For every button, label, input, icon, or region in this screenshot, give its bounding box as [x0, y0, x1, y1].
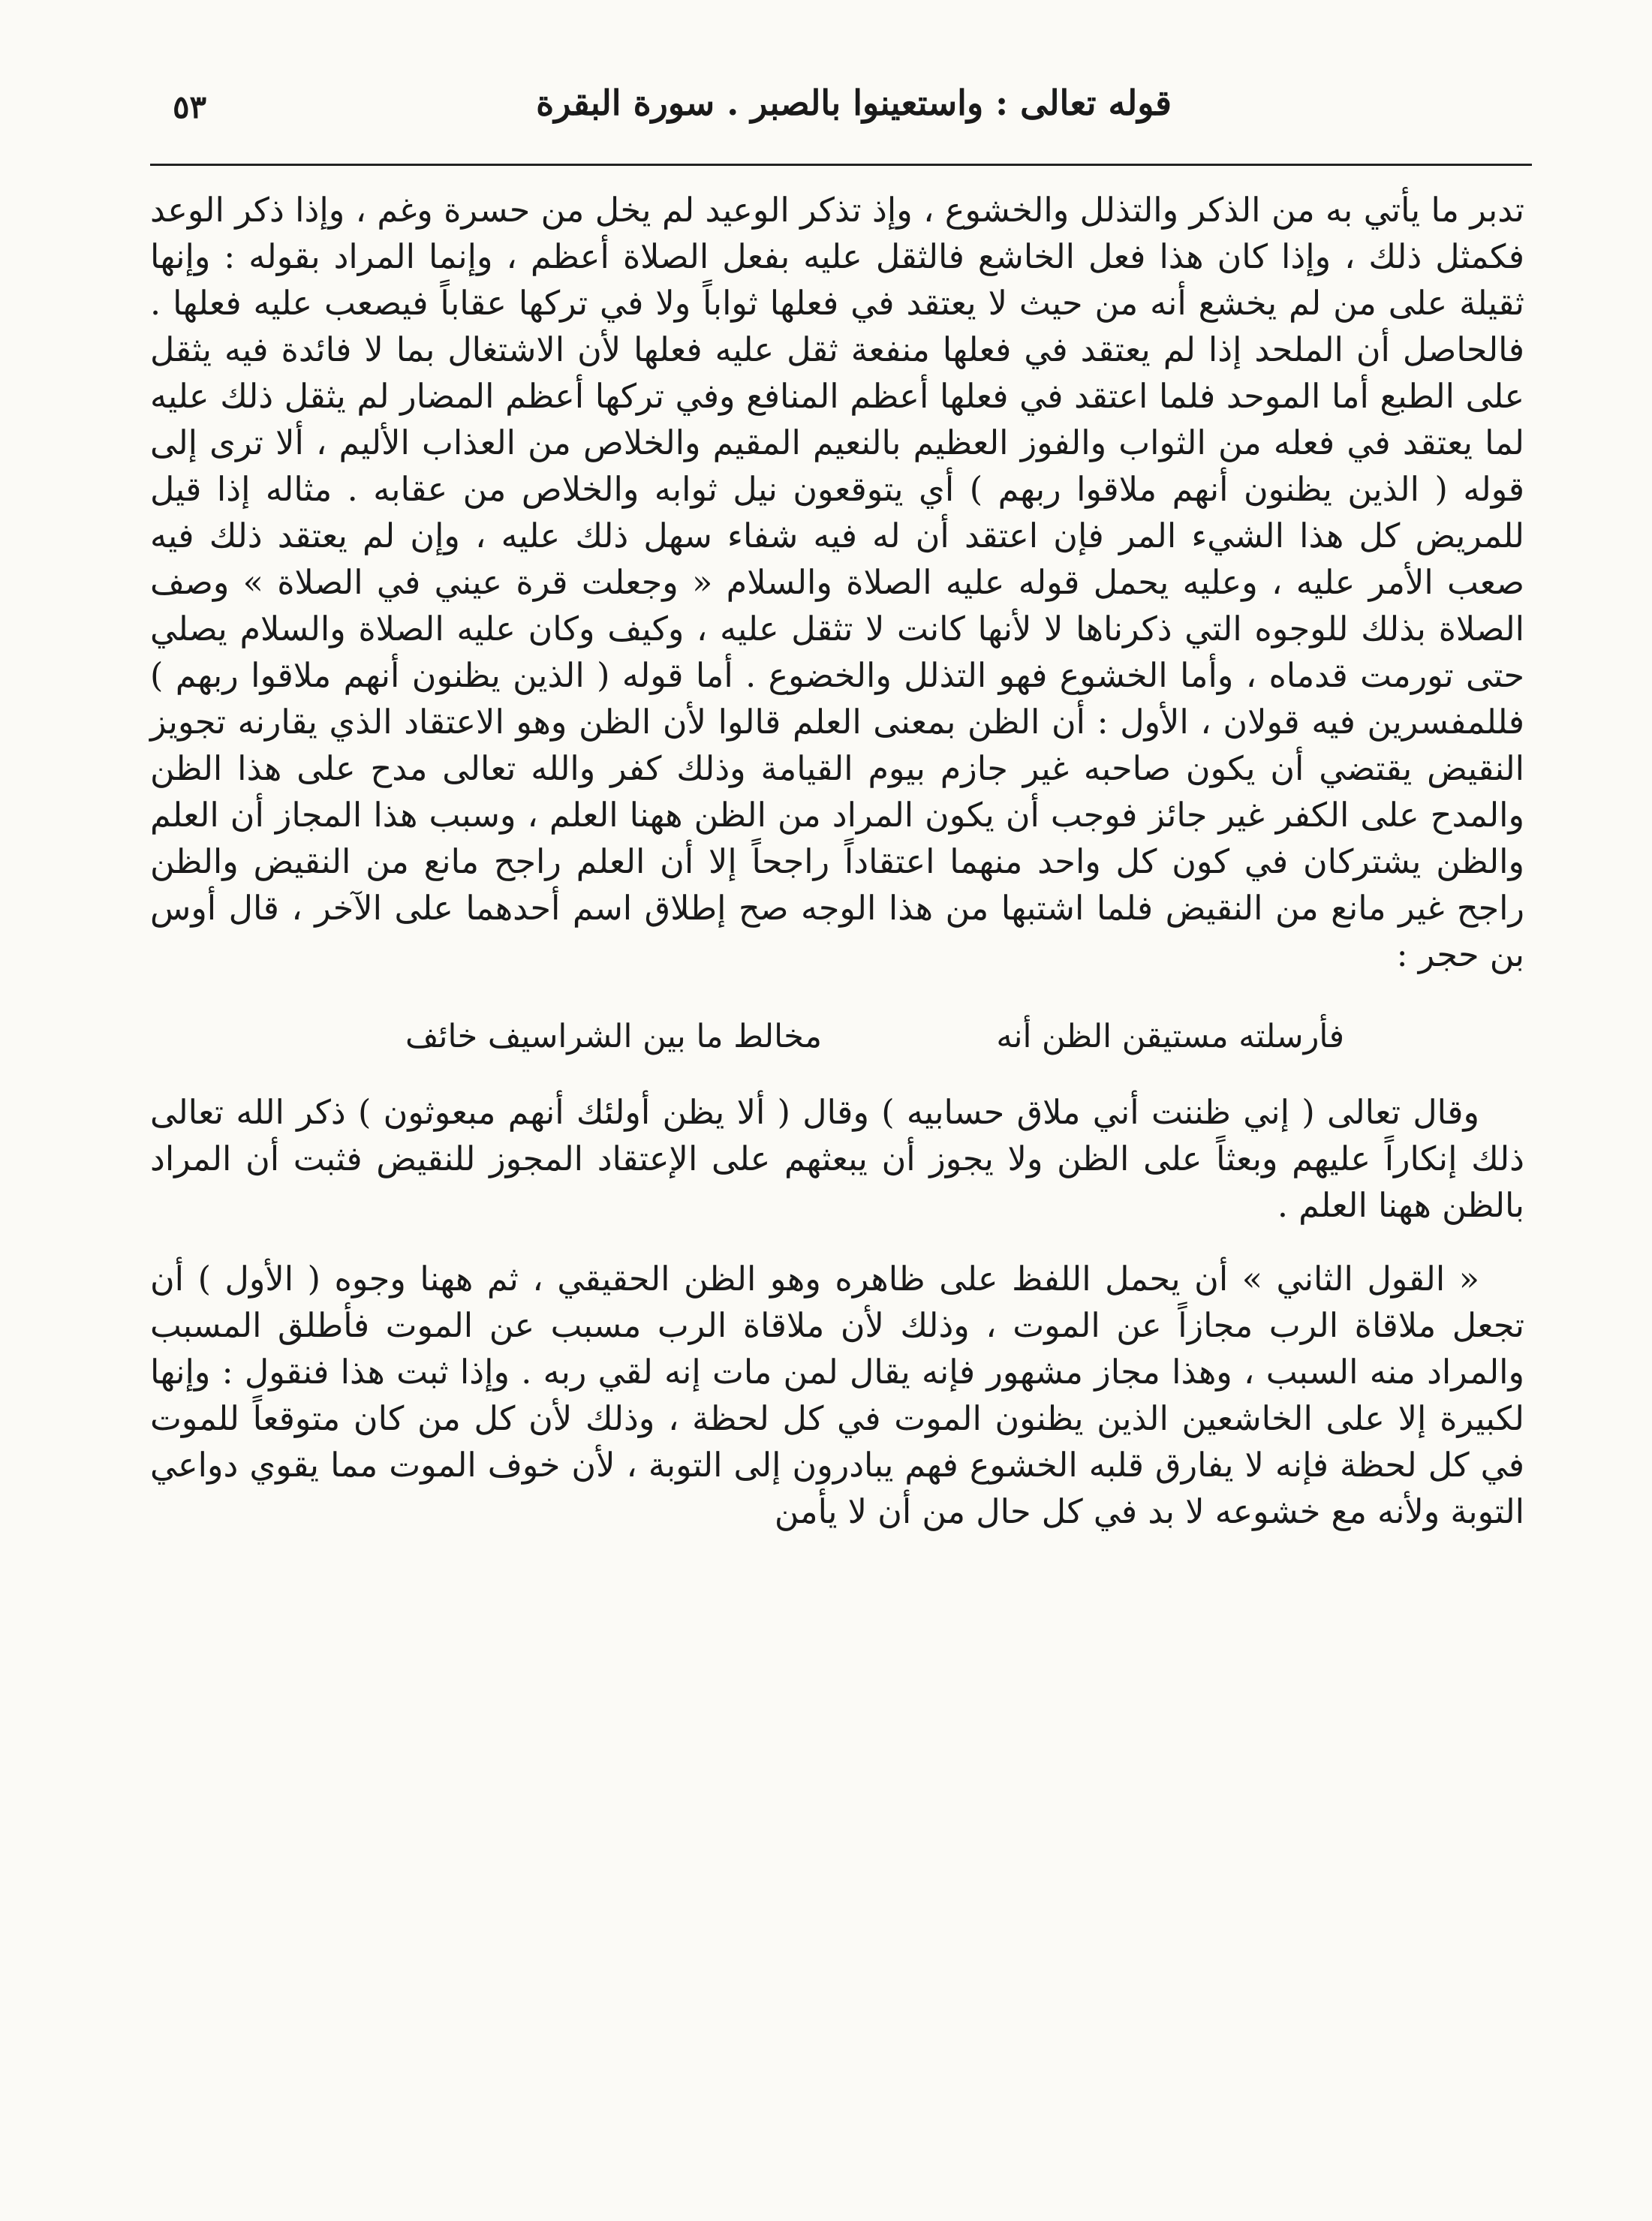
paragraph-1: تدبر ما يأتي به من الذكر والتذلل والخشوع ، وإذ تذكر الوعيد لم يخل من حسرة وغم ، وإذا ذكر الوعد فكمثل ذلك ، وإذا كان هذا فعل الخاشع فالثقل عليه بفعل الصلاة أعظم ، وإنما المراد بقوله : وإنها ثقيلة على من لم يخشع أنه من حيث لا يعتقد في فعلها ثواباً ولا في تركها عقاباً فيصعب عليه فعلها . فالحاصل أن الملحد إذا لم يعتقد في فعلها منفعة ثقل عليه فعلها لأن الاشتغال بما لا فائدة فيه يثقل على الطبع أما الموحد فلما اعتقد في فعلها أعظم المنافع وفي تركها أعظم المضار لم يثقل ذلك عليه لما يعتقد في فعله من الثواب والفوز العظيم بالنعيم المقيم والخلاص من العذاب الأليم ، ألا ترى إلى قوله ( الذين يظنون أنهم ملاقوا ربهم ) أي يتوقعون نيل ثوابه والخلاص من عقابه . مثاله إذا قيل للمريض كل هذا الشيء المر فإن اعتقد أن له فيه شفاء سهل ذلك عليه ، وإن لم يعتقد ذلك فيه صعب الأمر عليه ، وعليه يحمل قوله عليه الصلاة والسلام « وجعلت قرة عيني في الصلاة » وصف الصلاة بذلك للوجوه التي ذكرناها لا لأنها كانت لا تثقل عليه ، وكيف وكان عليه الصلاة والسلام يصلي حتى تورمت قدماه ، وأما الخشوع فهو التذلل والخضوع . أما قوله ( الذين يظنون أنهم ملاقوا ربهم ) فللمفسرين فيه قولان ، الأول : أن الظن بمعنى العلم قالوا لأن الظن وهو الاعتقاد الذي يقارنه تجويز النقيض يقتضي أن يكون صاحبه غير جازم بيوم القيامة وذلك كفر والله تعالى مدح على هذا الظن والمدح على الكفر غير جائز فوجب أن يكون المراد من الظن ههنا العلم ، وسبب هذا المجاز أن العلم والظن يشتركان في كون كل واحد منهما اعتقاداً راجحاً إلا أن العلم راجح مانع من النقيض والظن راجح غير مانع من النقيض فلما اشتبها من هذا الوجه صح إطلاق اسم أحدهما على الآخر ، قال أوس بن حجر : — [150, 191, 1525, 974]
header-rule — [150, 164, 1532, 166]
page-header — [150, 75, 1524, 143]
paragraph-2: وقال تعالى ( إني ظننت أني ملاق حسابيه ) وقال ( ألا يظن أولئك أنهم مبعوثون ) ذكر الله تعالى ذلك إنكاراً عليهم وبعثاً على الظن ولا يجوز أن يبعثهم على الإعتقاد المجوز للنقيض فثبت أن المراد بالظن ههنا العلم . — [150, 1094, 1524, 1225]
page-number: ٥٣ — [173, 89, 207, 125]
paragraph-3: « القول الثاني » أن يحمل اللفظ على ظاهره وهو الظن الحقيقي ، ثم ههنا وجوه ( الأول ) أن تجعل ملاقاة الرب مجازاً عن الموت ، وذلك لأن ملاقاة الرب مسبب عن الموت فأطلق المسبب والمراد منه السبب ، وهذا مجاز مشهور فإنه يقال لمن مات إنه لقي ربه . وإذا ثبت هذا فنقول : وإنها لكبيرة إلا على الخاشعين الذين يظنون الموت في كل لحظة ، وذلك لأن كل من كان متوقعاً للموت في كل لحظة فإنه لا يفارق قلبه الخشوع فهم يبادرون إلى التوبة ، لأن خوف الموت مما يقوي دواعي التوبة ولأنه مع خشوعه لا بد في كل حال من أن لا يأمن — [150, 1260, 1524, 1531]
poetry-verse — [150, 1013, 1524, 1060]
running-head: قوله تعالى : واستعينوا بالصبر . سورة البقرة — [536, 83, 1172, 123]
verse-second-hemistich: مخالط ما بين الشراسيف خائف — [405, 1018, 823, 1055]
body-text — [150, 188, 1524, 1536]
verse-first-hemistich: فأرسلته مستيقن الظن أنه — [996, 1018, 1344, 1055]
